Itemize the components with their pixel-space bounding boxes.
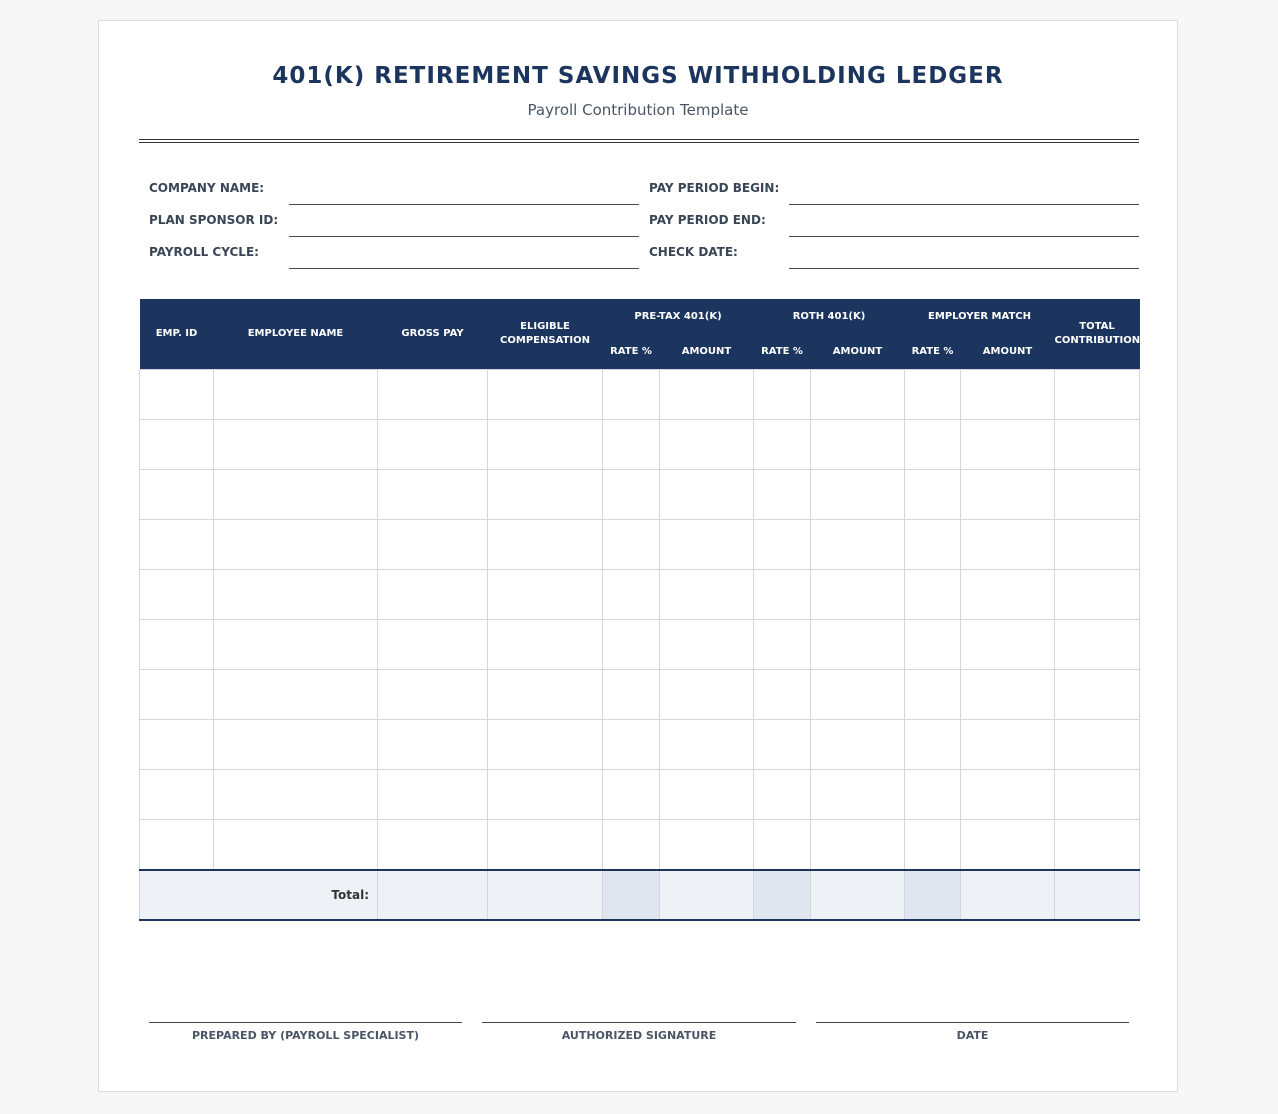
total-match-amount-cell[interactable] bbox=[961, 870, 1055, 920]
authorized-signature-label: AUTHORIZED SIGNATURE bbox=[561, 1029, 717, 1042]
total-contribution-cell[interactable] bbox=[1055, 570, 1140, 620]
roth-rate-cell[interactable] bbox=[754, 620, 811, 670]
match-rate-cell[interactable] bbox=[905, 720, 961, 770]
table-row bbox=[140, 420, 1140, 470]
roth-rate-cell[interactable] bbox=[754, 670, 811, 720]
check-date-label: CHECK DATE: bbox=[649, 245, 738, 259]
employee-name-cell[interactable] bbox=[214, 370, 378, 420]
ledger-page bbox=[98, 20, 1178, 1092]
total-header-line1: TOTAL bbox=[1079, 321, 1115, 332]
total-contribution-cell[interactable] bbox=[1055, 520, 1140, 570]
pretax-amount-cell[interactable] bbox=[660, 570, 754, 620]
roth-amount-cell[interactable] bbox=[811, 770, 905, 820]
pretax-rate-cell[interactable] bbox=[603, 570, 660, 620]
emp-id-cell[interactable] bbox=[140, 520, 214, 570]
total-contribution-cell[interactable] bbox=[1055, 620, 1140, 670]
column-header-match-rate: RATE % bbox=[905, 335, 961, 370]
eligible-compensation-cell[interactable] bbox=[488, 720, 603, 770]
table-row bbox=[140, 670, 1140, 720]
match-amount-cell[interactable] bbox=[961, 570, 1055, 620]
match-amount-cell[interactable] bbox=[961, 720, 1055, 770]
roth-amount-cell[interactable] bbox=[811, 520, 905, 570]
table-row bbox=[140, 370, 1140, 420]
prepared-by-line[interactable] bbox=[149, 1022, 462, 1023]
total-label: Total: bbox=[140, 870, 378, 920]
pretax-amount-cell[interactable] bbox=[660, 770, 754, 820]
column-header-pretax-rate: RATE % bbox=[603, 335, 660, 370]
eligible-compensation-cell[interactable] bbox=[488, 770, 603, 820]
match-amount-cell[interactable] bbox=[961, 420, 1055, 470]
employee-name-cell[interactable] bbox=[214, 620, 378, 670]
table-row bbox=[140, 520, 1140, 570]
total-row bbox=[140, 870, 1140, 920]
total-contribution-cell[interactable] bbox=[1055, 720, 1140, 770]
eligible-compensation-cell[interactable] bbox=[488, 420, 603, 470]
eligible-compensation-cell[interactable] bbox=[488, 570, 603, 620]
match-amount-cell[interactable] bbox=[961, 470, 1055, 520]
total-contribution-cell[interactable] bbox=[1055, 420, 1140, 470]
total-pretax-amount-cell[interactable] bbox=[660, 870, 754, 920]
gross-pay-cell[interactable] bbox=[378, 720, 488, 770]
plan-sponsor-id-label: PLAN SPONSOR ID: bbox=[149, 213, 279, 227]
header-divider-bottom bbox=[139, 142, 1139, 143]
roth-amount-cell[interactable] bbox=[811, 370, 905, 420]
match-amount-cell[interactable] bbox=[961, 520, 1055, 570]
pretax-rate-cell[interactable] bbox=[603, 520, 660, 570]
employee-name-cell[interactable] bbox=[214, 770, 378, 820]
column-group-employer-match: EMPLOYER MATCH bbox=[905, 299, 1055, 335]
roth-amount-cell[interactable] bbox=[811, 820, 905, 871]
pay-period-begin-label: PAY PERIOD BEGIN: bbox=[649, 181, 780, 195]
table-row bbox=[140, 470, 1140, 520]
pay-period-begin-field[interactable] bbox=[789, 204, 1139, 205]
match-rate-cell[interactable] bbox=[905, 470, 961, 520]
total-pretax-rate-cell bbox=[603, 870, 660, 920]
pay-period-end-label: PAY PERIOD END: bbox=[649, 213, 766, 227]
match-rate-cell[interactable] bbox=[905, 620, 961, 670]
pretax-rate-cell[interactable] bbox=[603, 420, 660, 470]
total-gross-pay-cell[interactable] bbox=[378, 870, 488, 920]
column-header-gross-pay: GROSS PAY bbox=[378, 299, 488, 370]
eligible-header-line2: COMPENSATION bbox=[500, 335, 590, 346]
total-contribution-cell[interactable] bbox=[1055, 470, 1140, 520]
total-contribution-cell[interactable] bbox=[1055, 670, 1140, 720]
pretax-amount-cell[interactable] bbox=[660, 720, 754, 770]
emp-id-cell[interactable] bbox=[140, 720, 214, 770]
column-header-roth-amount: AMOUNT bbox=[811, 335, 905, 370]
table-row bbox=[140, 570, 1140, 620]
ledger-body bbox=[140, 370, 1140, 921]
check-date-field[interactable] bbox=[789, 268, 1139, 269]
total-roth-amount-cell[interactable] bbox=[811, 870, 905, 920]
gross-pay-cell[interactable] bbox=[378, 470, 488, 520]
column-header-employee-name: EMPLOYEE NAME bbox=[214, 299, 378, 370]
pretax-rate-cell[interactable] bbox=[603, 770, 660, 820]
employee-name-cell[interactable] bbox=[214, 570, 378, 620]
column-header-eligible-compensation bbox=[488, 299, 603, 370]
emp-id-cell[interactable] bbox=[140, 370, 214, 420]
pretax-rate-cell[interactable] bbox=[603, 820, 660, 871]
match-rate-cell[interactable] bbox=[905, 370, 961, 420]
roth-amount-cell[interactable] bbox=[811, 570, 905, 620]
employee-name-cell[interactable] bbox=[214, 420, 378, 470]
roth-amount-cell[interactable] bbox=[811, 720, 905, 770]
gross-pay-cell[interactable] bbox=[378, 520, 488, 570]
roth-amount-cell[interactable] bbox=[811, 620, 905, 670]
pretax-amount-cell[interactable] bbox=[660, 820, 754, 871]
emp-id-cell[interactable] bbox=[140, 770, 214, 820]
match-rate-cell[interactable] bbox=[905, 420, 961, 470]
gross-pay-cell[interactable] bbox=[378, 570, 488, 620]
table-row bbox=[140, 720, 1140, 770]
eligible-compensation-cell[interactable] bbox=[488, 520, 603, 570]
roth-rate-cell[interactable] bbox=[754, 470, 811, 520]
total-contribution-cell[interactable] bbox=[1055, 870, 1140, 920]
column-group-pretax-401k: PRE-TAX 401(K) bbox=[603, 299, 754, 335]
total-roth-rate-cell bbox=[754, 870, 811, 920]
table-row bbox=[140, 620, 1140, 670]
ledger-table bbox=[139, 299, 1140, 921]
pretax-amount-cell[interactable] bbox=[660, 420, 754, 470]
roth-rate-cell[interactable] bbox=[754, 720, 811, 770]
roth-rate-cell[interactable] bbox=[754, 770, 811, 820]
total-contribution-cell[interactable] bbox=[1055, 370, 1140, 420]
pretax-amount-cell[interactable] bbox=[660, 470, 754, 520]
emp-id-cell[interactable] bbox=[140, 420, 214, 470]
emp-id-cell[interactable] bbox=[140, 620, 214, 670]
gross-pay-cell[interactable] bbox=[378, 770, 488, 820]
emp-id-cell[interactable] bbox=[140, 820, 214, 871]
match-amount-cell[interactable] bbox=[961, 670, 1055, 720]
company-name-label: COMPANY NAME: bbox=[149, 181, 265, 195]
payroll-cycle-field[interactable] bbox=[289, 268, 639, 269]
pretax-amount-cell[interactable] bbox=[660, 670, 754, 720]
eligible-compensation-cell[interactable] bbox=[488, 470, 603, 520]
match-rate-cell[interactable] bbox=[905, 770, 961, 820]
column-header-total-contribution bbox=[1055, 299, 1140, 370]
pretax-amount-cell[interactable] bbox=[660, 520, 754, 570]
employee-name-cell[interactable] bbox=[214, 820, 378, 871]
roth-rate-cell[interactable] bbox=[754, 370, 811, 420]
pretax-rate-cell[interactable] bbox=[603, 470, 660, 520]
match-rate-cell[interactable] bbox=[905, 520, 961, 570]
emp-id-cell[interactable] bbox=[140, 470, 214, 520]
eligible-compensation-cell[interactable] bbox=[488, 370, 603, 420]
gross-pay-cell[interactable] bbox=[378, 620, 488, 670]
authorized-signature-line[interactable] bbox=[482, 1022, 796, 1023]
employee-name-cell[interactable] bbox=[214, 470, 378, 520]
eligible-header-line1: ELIGIBLE bbox=[520, 321, 570, 332]
plan-sponsor-id-field[interactable] bbox=[289, 236, 639, 237]
gross-pay-cell[interactable] bbox=[378, 670, 488, 720]
eligible-compensation-cell[interactable] bbox=[488, 820, 603, 871]
company-name-field[interactable] bbox=[289, 204, 639, 205]
match-amount-cell[interactable] bbox=[961, 620, 1055, 670]
gross-pay-cell[interactable] bbox=[378, 820, 488, 871]
table-row bbox=[140, 820, 1140, 871]
pretax-amount-cell[interactable] bbox=[660, 370, 754, 420]
total-header-line2: CONTRIBUTION bbox=[1054, 335, 1141, 346]
pretax-rate-cell[interactable] bbox=[603, 670, 660, 720]
column-header-match-amount: AMOUNT bbox=[961, 335, 1055, 370]
roth-rate-cell[interactable] bbox=[754, 820, 811, 871]
emp-id-cell[interactable] bbox=[140, 670, 214, 720]
emp-id-cell[interactable] bbox=[140, 570, 214, 620]
pretax-amount-cell[interactable] bbox=[660, 620, 754, 670]
column-header-emp-id: EMP. ID bbox=[140, 299, 214, 370]
roth-amount-cell[interactable] bbox=[811, 420, 905, 470]
gross-pay-cell[interactable] bbox=[378, 420, 488, 470]
employee-name-cell[interactable] bbox=[214, 520, 378, 570]
page-subtitle: Payroll Contribution Template bbox=[527, 101, 749, 119]
employee-name-cell[interactable] bbox=[214, 720, 378, 770]
prepared-by-label: PREPARED BY (PAYROLL SPECIALIST) bbox=[191, 1029, 420, 1042]
eligible-compensation-cell[interactable] bbox=[488, 620, 603, 670]
date-label: DATE bbox=[956, 1029, 989, 1042]
roth-amount-cell[interactable] bbox=[811, 470, 905, 520]
column-header-roth-rate: RATE % bbox=[754, 335, 811, 370]
column-header-pretax-amount: AMOUNT bbox=[660, 335, 754, 370]
pretax-rate-cell[interactable] bbox=[603, 720, 660, 770]
roth-rate-cell[interactable] bbox=[754, 570, 811, 620]
payroll-cycle-label: PAYROLL CYCLE: bbox=[149, 245, 259, 259]
total-eligible-compensation-cell[interactable] bbox=[488, 870, 603, 920]
match-amount-cell[interactable] bbox=[961, 820, 1055, 871]
table-row bbox=[140, 770, 1140, 820]
total-contribution-cell[interactable] bbox=[1055, 770, 1140, 820]
match-amount-cell[interactable] bbox=[961, 370, 1055, 420]
date-line[interactable] bbox=[816, 1022, 1129, 1023]
roth-rate-cell[interactable] bbox=[754, 520, 811, 570]
page-title: 401(K) RETIREMENT SAVINGS WITHHOLDING LEDGER bbox=[272, 63, 1004, 89]
column-group-roth-401k: ROTH 401(K) bbox=[754, 299, 905, 335]
total-match-rate-cell bbox=[905, 870, 961, 920]
eligible-compensation-cell[interactable] bbox=[488, 670, 603, 720]
pretax-rate-cell[interactable] bbox=[603, 620, 660, 670]
match-amount-cell[interactable] bbox=[961, 770, 1055, 820]
employee-name-cell[interactable] bbox=[214, 670, 378, 720]
pay-period-end-field[interactable] bbox=[789, 236, 1139, 237]
match-rate-cell[interactable] bbox=[905, 820, 961, 871]
roth-amount-cell[interactable] bbox=[811, 670, 905, 720]
pretax-rate-cell[interactable] bbox=[603, 370, 660, 420]
header-divider-top bbox=[139, 139, 1139, 140]
gross-pay-cell[interactable] bbox=[378, 370, 488, 420]
match-rate-cell[interactable] bbox=[905, 570, 961, 620]
roth-rate-cell[interactable] bbox=[754, 420, 811, 470]
match-rate-cell[interactable] bbox=[905, 670, 961, 720]
total-contribution-cell[interactable] bbox=[1055, 820, 1140, 871]
